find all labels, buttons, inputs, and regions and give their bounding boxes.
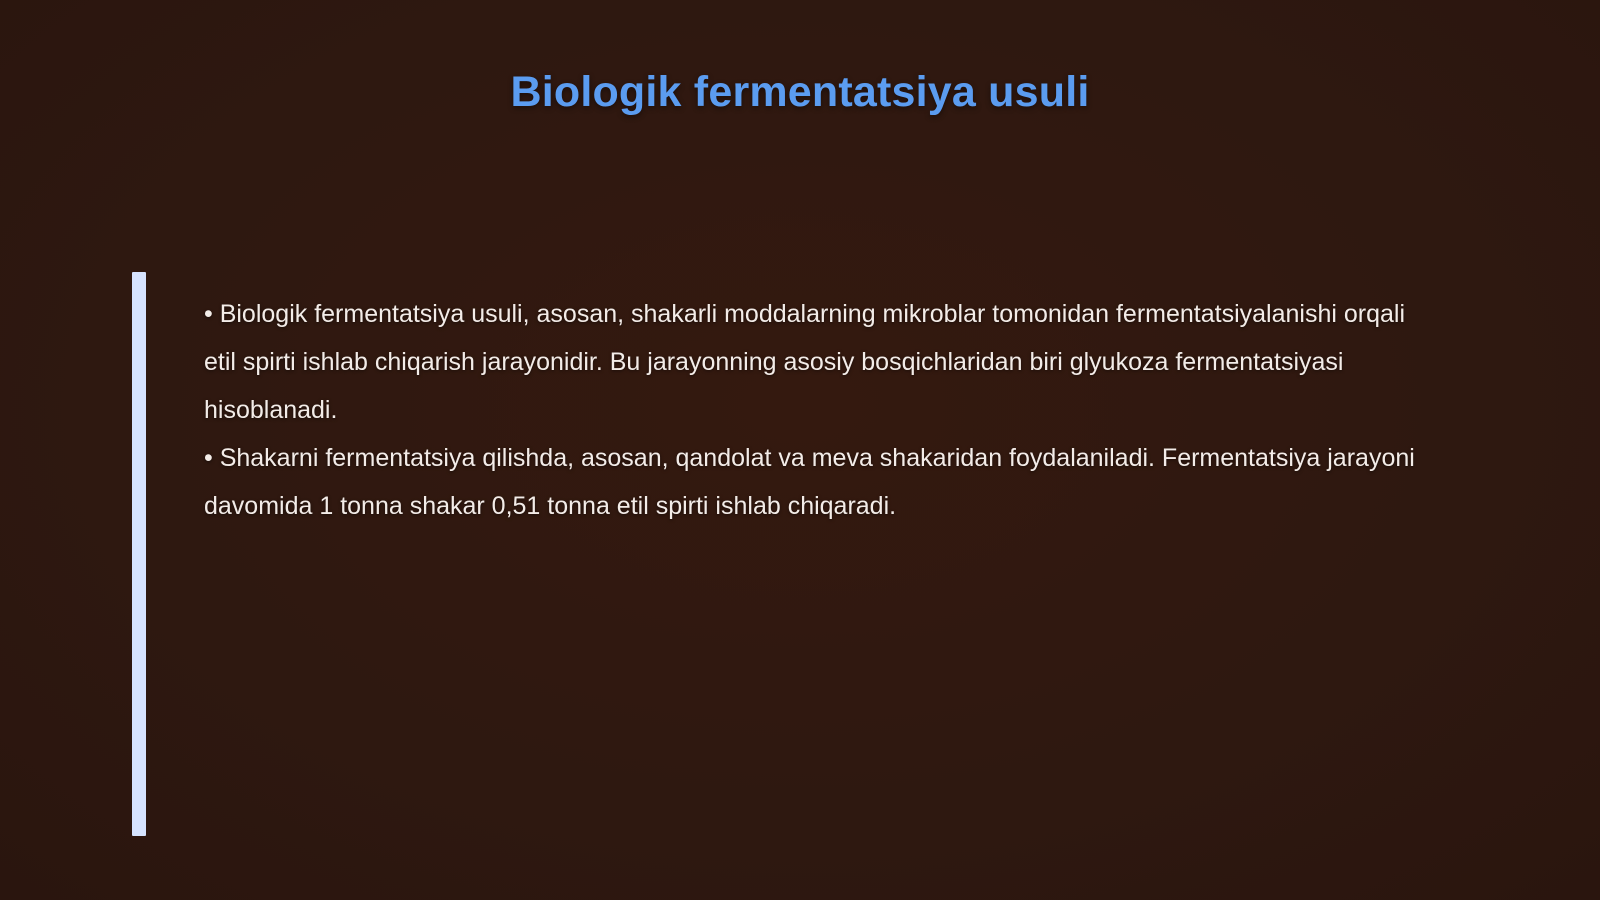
slide-content — [204, 290, 1424, 530]
accent-bar — [132, 272, 146, 836]
bullet-paragraph: • Shakarni fermentatsiya qilishda, asosan, qandolat va meva shakaridan foydalaniladi. Fermentatsiya jarayoni davomida 1 tonna shakar 0,51 tonna etil spirti ishlab chiqaradi. — [204, 444, 1415, 520]
bullet-paragraph: • Biologik fermentatsiya usuli, asosan, shakarli moddalarning mikroblar tomonidan fermentatsiyalanishi orqali etil spirti ishlab chiqarish jarayonidir. Bu jarayonning asosiy bosqichlaridan biri glyukoza fermentatsiyasi hisoblanadi. — [204, 300, 1406, 424]
slide-title: Biologik fermentatsiya usuli — [510, 68, 1090, 116]
